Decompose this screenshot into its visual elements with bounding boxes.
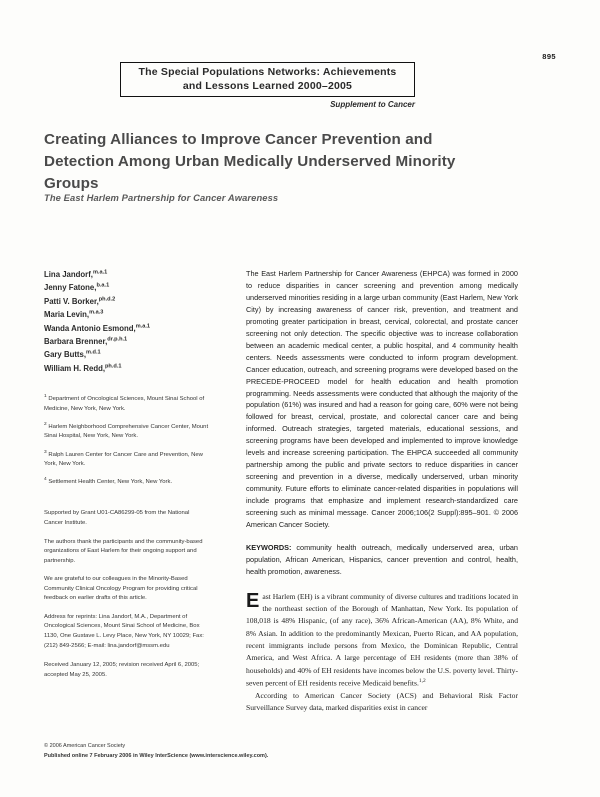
funding-notes xyxy=(44,509,209,651)
body-paragraph: East Harlem (EH) is a vibrant community of diverse cultures and traditions located in the northeast section of the Borough of Manhattan, New York. Its population of 108,018 is 48% Hispanic, (of any race), 36% African-American (AA), 8% White, and 8% Asian. In addition to the predominantly Mexican, Puerto Rican, and AA population, recent immigrants include persons from Mexico, the Dominican Republic, Central America, and West Africa. A large percentage of EH residents (more than 38% of households) and 40% of EH residents have incomes below the U.S. poverty level. Thirty-seven percent of EH residents receive Medicaid benefits.$^{1,2}$ xyxy=(246,589,518,688)
abstract-text: The East Harlem Partnership for Cancer Awareness (EHPCA) was formed in 2000 to reduce disparities in cancer screening and prevention among medically underserved minorities residing in a large urban community (East Harlem, New York City) by increasing awareness of cancer risk, prevention, and treatment and promoting greater participation in breast, cervical, colorectal, and prostate cancer screening not only detection. The specific objective was to increase collaboration between an academic medical center, a public hospital, and 4 community health centers. Needs assessments were conducted to inform program development. Cancer education, outreach, and screening programs were developed based on the PRECEDE-PROCEED model for health education and health promotion programming. Needs assessments were conducted that although the majority of the population (61%) was insured and had a reason for going care, 60% were not being followed for breast, cervical, prostate, and colorectal cancer care and being informed. Outreach strategies, targeted materials, educational sessions, and screening programs have been developed and implemented to improve knowledge levels and increase screening participation. The EHPCA succeeded all community partnership among the public and private sectors to reduce disparities in cancer screening and prevention in a diverse, medically underserved, urban minority community. Future efforts to eliminate cancer-related disparities in populations will include programs that emphasize and implement research-standardized care screening such as minimal message. Cancer 2006;106(2 Suppl):895–901. © 2006 American Cancer Society. xyxy=(246,269,518,530)
supplement-tag: Supplement to Cancer xyxy=(330,100,415,109)
body-paragraph: According to American Cancer Society (ACS) and Behavioral Risk Factor Surveillance Survey data, marked disparities exist in cancer xyxy=(246,690,518,713)
author-degree: ph.d.1 xyxy=(105,363,122,370)
keywords xyxy=(246,542,518,578)
author-degree: m.a.1 xyxy=(92,269,108,276)
funding-note: Supported by Grant U01-CA86299-05 from the National Cancer Institute. xyxy=(44,510,190,526)
author-degree: m.a.3 xyxy=(89,309,104,316)
author-item: Barbara Brenner,$^{dr.p.h.1}$ xyxy=(44,336,128,347)
banner-line-2: and Lessons Learned 2000–2005 xyxy=(182,79,353,92)
affiliation-list xyxy=(44,393,209,487)
page-title: Creating Alliances to Improve Cancer Prevention and Detection Among Urban Medically Underserved Minority Groups xyxy=(44,131,456,193)
left-column xyxy=(44,268,209,680)
affiliation-item: $^2$ Harlem Neighborhood Comprehensive Cancer Center, Mount Sinai Hospital, New York, New York. xyxy=(44,421,209,440)
funding-note: The authors thank the participants and the community-based organizations of East Harlem for their ongoing support and partnership. xyxy=(44,538,203,564)
author-degree: ph.d.2 xyxy=(98,296,116,303)
funding-note: We are grateful to our colleagues in the Minority-Based Community Clinical Oncology Program for providing critical feedback on earlier drafts of this article. xyxy=(44,576,198,602)
author-item: Jenny Fatone,$^{b.a.1}$ xyxy=(44,282,110,293)
page-number: 895 xyxy=(542,52,556,61)
keywords-label: KEYWORDS: xyxy=(246,542,292,552)
banner-line-1: The Special Populations Networks: Achievements xyxy=(138,66,397,79)
affiliation-item: $^3$ Ralph Lauren Center for Cancer Care and Prevention, New York, New York. xyxy=(44,449,203,467)
author-degree: dr.p.h.1 xyxy=(107,336,128,343)
page-subtitle: The East Harlem Partnership for Cancer Awareness xyxy=(44,192,279,203)
affiliation-item: $^4$ Settlement Health Center, New York, New York. xyxy=(44,477,173,486)
affiliation-item: $^1$ Department of Oncological Sciences, Mount Sinai School of Medicine, New York, New York. xyxy=(44,394,205,412)
right-column xyxy=(246,268,518,714)
supplement-banner xyxy=(120,62,415,97)
body-paragraph-lead: ast Harlem (EH) is a vibrant community of diverse cultures and xyxy=(262,591,456,601)
received-dates: Received January 12, 2005; revision received April 6, 2005; accepted May 25, 2005. xyxy=(44,662,200,678)
author-item: Maria Levin,$^{m.a.3}$ xyxy=(44,309,104,320)
author-degree: m.a.1 xyxy=(135,323,150,330)
correspondence-note: Address for reprints: Lina Jandorf, M.A., Department of Oncological Sciences, Mount Sinai School of Medicine, Box 1130, One Gustave L. Levy Place, New York, NY 10029; Fax: (212) 849-2566; E-mail: lina.jandorf@mssm.edu xyxy=(44,613,204,649)
copyright-line: © 2006 American Cancer Society xyxy=(44,743,126,749)
citation-superscript: 1,2 xyxy=(418,677,426,684)
abstract-citation: Cancer 2006;106(2 Suppl):895–901. © 2006 American Cancer Society. xyxy=(246,508,518,530)
author-item: Gary Butts,$^{m.d.1}$ xyxy=(44,349,101,360)
drop-cap: E xyxy=(246,589,260,612)
author-list xyxy=(44,268,209,375)
author-item: Wanda Antonio Esmond,$^{m.a.1}$ xyxy=(44,323,150,333)
keywords-text: community health outreach, medically underserved area, urban population, African American, Hispanics, cancer prevention and control, health, health promotion, awareness. xyxy=(246,542,518,576)
abstract xyxy=(246,268,518,531)
author-item: Lina Jandorf,$^{m.a.1}$ xyxy=(44,269,108,279)
body-text xyxy=(246,591,518,715)
footer xyxy=(44,742,484,761)
author-degree: b.a.1 xyxy=(96,282,110,289)
author-item: William H. Redd,$^{ph.d.1}$ xyxy=(44,363,122,373)
doi-line: Published online 7 February 2006 in Wiley InterScience (www.interscience.wiley.com). xyxy=(44,752,269,759)
author-degree: m.d.1 xyxy=(86,349,101,356)
author-item: Patti V. Borker,$^{ph.d.2}$ xyxy=(44,296,116,306)
